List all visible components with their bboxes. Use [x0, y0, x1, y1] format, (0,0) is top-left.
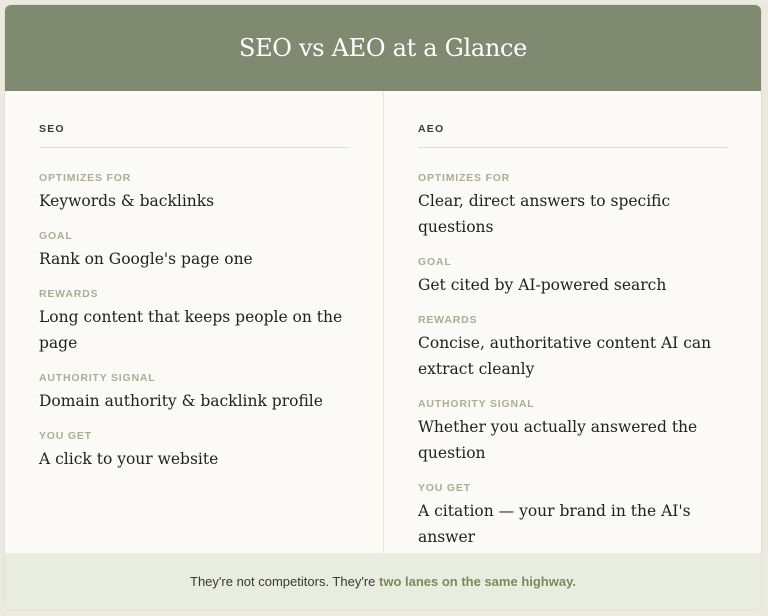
row-value: Rank on Google's page one [39, 250, 253, 268]
row-label: YOU GET [39, 430, 92, 442]
row-label: REWARDS [39, 288, 99, 300]
card-header [5, 5, 761, 91]
row-label: GOAL [418, 256, 452, 268]
row-value: Domain authority & backlink profile [39, 392, 323, 410]
seo-row-authority-signal [39, 372, 349, 414]
row-label: OPTIMIZES FOR [418, 172, 511, 184]
seo-row-optimizes-for [39, 172, 349, 214]
row-value: Long content that keeps people on the page [39, 308, 343, 352]
column-heading-seo: SEO [39, 123, 349, 148]
aeo-column [383, 91, 761, 555]
row-label: AUTHORITY SIGNAL [418, 398, 535, 410]
row-label: AUTHORITY SIGNAL [39, 372, 156, 384]
row-value: A click to your website [39, 450, 219, 468]
footer-highlight: two lanes on the same highway. [379, 573, 576, 589]
comparison-columns [5, 91, 761, 555]
seo-row-goal [39, 230, 349, 272]
aeo-row-authority-signal [418, 398, 727, 466]
row-value: Clear, direct answers to specific questions [418, 192, 671, 236]
row-label: REWARDS [418, 314, 478, 326]
page-title: SEO vs AEO at a Glance [238, 34, 528, 62]
comparison-card [4, 4, 762, 610]
footer-text: They're not competitors. They're [190, 573, 376, 589]
aeo-row-goal [418, 256, 727, 298]
row-value: Keywords & backlinks [39, 192, 215, 210]
aeo-row-rewards [418, 314, 727, 382]
seo-row-you-get [39, 430, 349, 472]
seo-row-rewards [39, 288, 349, 356]
aeo-row-optimizes-for [418, 172, 727, 240]
row-label: OPTIMIZES FOR [39, 172, 132, 184]
footer-banner [5, 553, 761, 609]
row-value: Concise, authoritative content AI can extract cleanly [418, 334, 712, 378]
seo-column [5, 91, 383, 555]
row-value: Whether you actually answered the question [418, 418, 698, 462]
row-label: YOU GET [418, 482, 471, 494]
aeo-row-you-get [418, 482, 727, 550]
column-heading-aeo: AEO [418, 123, 727, 148]
row-value: A citation — your brand in the AI's answer [418, 502, 691, 546]
row-value: Get cited by AI-powered search [418, 276, 667, 294]
row-label: GOAL [39, 230, 73, 242]
